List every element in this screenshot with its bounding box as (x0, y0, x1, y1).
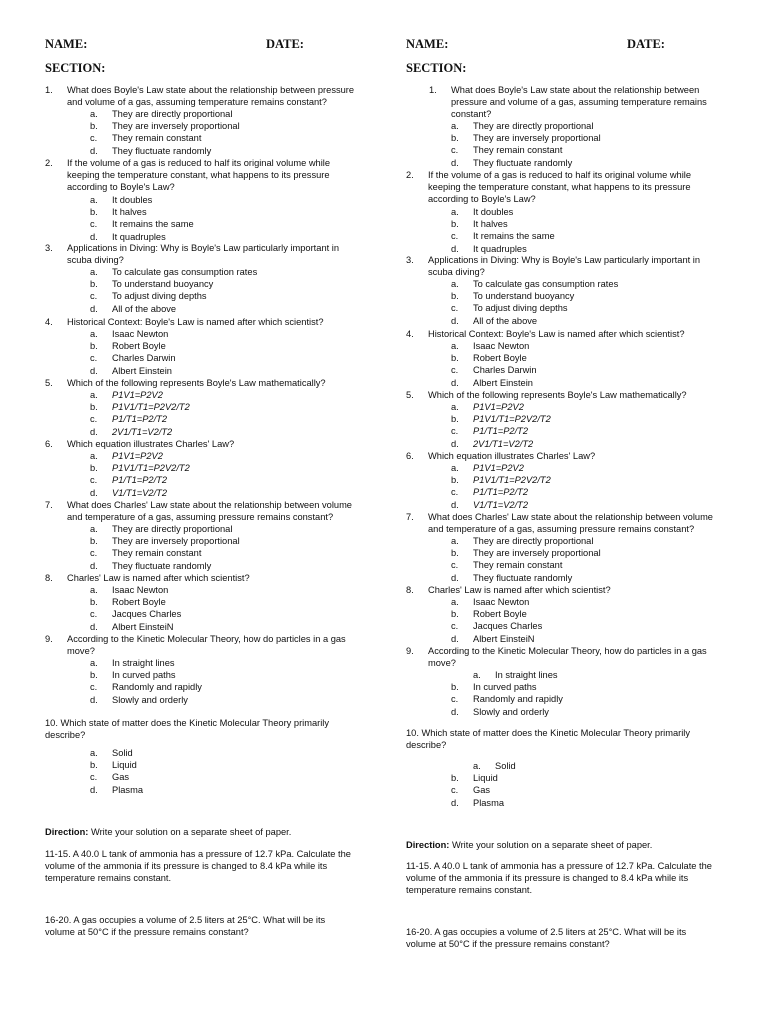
question-9 (406, 645, 726, 669)
question-number: 1. (45, 85, 53, 95)
direction-label: Direction: (45, 827, 89, 837)
option-text: Jacques Charles (112, 609, 182, 620)
option-text: Robert Boyle (112, 341, 166, 352)
option-text: Isaac Newton (473, 597, 530, 607)
question-7 (45, 499, 365, 523)
option-text: Albert Einstein (112, 365, 172, 376)
option-text: Isaac Newton (112, 329, 169, 339)
option-text: P1/T1=P2/T2 (473, 426, 529, 437)
option-letter: b. (451, 133, 459, 144)
option-letter: c. (90, 219, 98, 230)
option-text: They are inversely proportional (112, 121, 240, 132)
question-10: 10. Which state of matter does the Kinetic Molecular Theory primarily describe? (45, 718, 330, 741)
option-letter: b. (451, 353, 459, 364)
question-5 (45, 377, 365, 389)
option-letter: c. (451, 694, 459, 705)
option-text: Gas (112, 772, 130, 783)
option-text: Charles Darwin (112, 353, 176, 364)
question-number: 3. (45, 243, 53, 253)
option-letter: d. (451, 438, 459, 449)
question-text: Historical Context: Boyle's Law is named after which scientist? (67, 317, 324, 327)
option-text: To calculate gas consumption rates (112, 267, 258, 277)
option-letter: a. (90, 109, 98, 119)
option-text: Isaac Newton (473, 341, 530, 351)
option-letter: a. (90, 585, 98, 595)
option-text: It remains the same (473, 231, 555, 242)
option-text: It quadruples (112, 231, 166, 242)
option-text: Robert Boyle (473, 353, 527, 364)
option-letter: a. (451, 597, 459, 607)
option-text: They remain constant (473, 145, 563, 156)
option-text: Randomly and rapidly (112, 682, 202, 693)
option-text: Liquid (473, 773, 498, 784)
option-text: They are directly proportional (473, 536, 594, 546)
option-letter: c. (451, 145, 459, 156)
question-number: 9. (406, 646, 414, 656)
question-text: Which equation illustrates Charles' Law? (428, 451, 596, 461)
option-text: It doubles (473, 207, 514, 217)
option-letter: d. (451, 706, 459, 717)
option-letter: d. (451, 797, 459, 808)
question-text: Charles' Law is named after which scientist? (428, 585, 611, 595)
option-text: They fluctuate randomly (112, 560, 212, 571)
option-letter: b. (451, 219, 459, 230)
option-letter: d. (90, 621, 98, 632)
option-letter: a. (90, 329, 98, 339)
question-number: 2. (45, 158, 53, 168)
option-text: All of the above (112, 303, 177, 314)
question-5 (406, 389, 726, 401)
option-text: It halves (473, 219, 508, 230)
option-text: They fluctuate randomly (473, 157, 573, 168)
question-3 (406, 254, 726, 278)
question-7 (406, 511, 726, 535)
problem-11-15: 11-15. A 40.0 L tank of ammonia has a pressure of 12.7 kPa. Calculate the volume of the ammonia if its pressure is changed to 8.4 kPa while its temperature remains constant. (45, 849, 351, 884)
question-number: 8. (406, 585, 414, 595)
option-text: They are inversely proportional (112, 536, 240, 547)
question-2 (45, 157, 365, 194)
option-text: They remain constant (112, 548, 202, 559)
section-label: SECTION: (45, 61, 106, 75)
question-text: If the volume of a gas is reduced to half its original volume while keeping the temperature constant, what happens to its pressure according to Boyle's Law? (67, 158, 331, 193)
question-number: 5. (45, 378, 53, 388)
option-letter: a. (90, 451, 98, 461)
question-text: Which equation illustrates Charles' Law? (67, 439, 235, 449)
option-text: They are inversely proportional (473, 548, 601, 559)
option-text: Isaac Newton (112, 585, 169, 595)
name-label: NAME: (45, 37, 88, 51)
question-4 (45, 316, 365, 328)
option-text: P1V1/T1=P2V2/T2 (112, 402, 190, 413)
question-text: What does Charles' Law state about the relationship between volume and temperature of a gas, assuming pressure remains constant? (428, 512, 713, 535)
option-letter: d. (451, 572, 459, 583)
option-letter: b. (90, 402, 98, 413)
option-text: They are directly proportional (112, 109, 233, 119)
question-number: 5. (406, 390, 414, 400)
option-text: Albert EinsteiN (473, 633, 535, 644)
option-letter: a. (451, 341, 459, 351)
option-letter: b. (90, 207, 98, 218)
option-letter: c. (90, 548, 98, 559)
option-letter: d. (90, 365, 98, 376)
option-letter: d. (90, 231, 98, 242)
option-letter: d. (451, 157, 459, 168)
question-text: Which of the following represents Boyle's Law mathematically? (428, 390, 687, 400)
question-1 (45, 84, 365, 108)
option-text: Plasma (473, 797, 505, 808)
question-6 (406, 450, 726, 462)
option-letter: b. (90, 760, 98, 771)
option-text: To calculate gas consumption rates (473, 279, 619, 289)
option-text: In curved paths (473, 682, 537, 693)
option-text: It remains the same (112, 219, 194, 230)
option-letter: a. (451, 463, 459, 473)
option-text: In curved paths (112, 670, 176, 681)
option-text: Charles Darwin (473, 365, 537, 376)
option-letter: c. (90, 133, 98, 144)
option-letter: d. (90, 694, 98, 705)
question-3 (45, 242, 365, 266)
question-text: Which of the following represents Boyle's Law mathematically? (67, 378, 326, 388)
question-number: 6. (406, 451, 414, 461)
question-number: 4. (406, 329, 414, 339)
date-label: DATE: (266, 37, 304, 51)
option-letter: b. (451, 414, 459, 425)
option-text: It doubles (112, 195, 153, 205)
option-letter: c. (90, 414, 98, 425)
option-text: P1/T1=P2/T2 (112, 414, 168, 425)
option-text: Randomly and rapidly (473, 694, 563, 705)
option-letter: a. (90, 748, 98, 758)
question-text: What does Boyle's Law state about the relationship between pressure and volume of a gas, assuming temperature remains constant? (67, 85, 355, 108)
option-text: To understand buoyancy (473, 291, 575, 302)
option-text: Plasma (112, 784, 144, 795)
option-letter: a. (451, 402, 459, 412)
option-letter: a. (90, 267, 98, 277)
option-letter: d. (451, 243, 459, 254)
option-letter: a. (451, 279, 459, 289)
direction-text: Write your solution on a separate sheet of paper. (88, 827, 292, 837)
option-text: They are directly proportional (473, 121, 594, 131)
question-text: Historical Context: Boyle's Law is named after which scientist? (428, 329, 685, 339)
option-letter: a. (90, 524, 98, 534)
question-text: Applications in Diving: Why is Boyle's Law particularly important in scuba diving? (67, 243, 340, 266)
option-letter: c. (451, 785, 459, 796)
option-text: It quadruples (473, 243, 527, 254)
question-number: 7. (45, 500, 53, 510)
option-letter: b. (451, 609, 459, 620)
option-text: In straight lines (495, 670, 558, 680)
question-number: 1. (429, 85, 437, 95)
option-letter: a. (473, 761, 481, 771)
option-letter: b. (90, 536, 98, 547)
option-letter: b. (90, 463, 98, 474)
question-2 (406, 169, 726, 206)
option-letter: b. (90, 341, 98, 352)
option-letter: c. (451, 303, 459, 314)
option-text: They fluctuate randomly (473, 572, 573, 583)
option-text: Slowly and orderly (112, 694, 188, 705)
option-letter: d. (90, 487, 98, 498)
question-8 (406, 584, 726, 596)
option-letter: c. (451, 426, 459, 437)
question-number: 8. (45, 573, 53, 583)
question-4 (406, 328, 726, 340)
option-text: Gas (473, 785, 491, 796)
option-text: 2V1/T1=V2/T2 (112, 426, 173, 437)
direction (406, 839, 718, 851)
option-letter: b. (451, 773, 459, 784)
option-letter: b. (451, 291, 459, 302)
option-letter: b. (451, 475, 459, 486)
option-letter: b. (90, 597, 98, 608)
option-letter: d. (90, 784, 98, 795)
direction (45, 826, 357, 838)
option-text: P1V1/T1=P2V2/T2 (473, 475, 551, 486)
name-label: NAME: (406, 37, 449, 51)
option-text: They are directly proportional (112, 524, 233, 534)
question-6 (45, 438, 365, 450)
option-letter: b. (451, 548, 459, 559)
question-number: 7. (406, 512, 414, 522)
direction-text: Write your solution on a separate sheet of paper. (449, 840, 653, 850)
option-text: P1V1/T1=P2V2/T2 (473, 414, 551, 425)
option-letter: d. (451, 499, 459, 510)
problem-16-20: 16-20. A gas occupies a volume of 2.5 liters at 25°C. What will be its volume at 50°C if the pressure remains constant? (406, 927, 687, 950)
option-letter: c. (90, 353, 98, 364)
option-text: They remain constant (473, 560, 563, 571)
question-text: Applications in Diving: Why is Boyle's Law particularly important in scuba diving? (428, 255, 701, 278)
option-text: To adjust diving depths (112, 291, 207, 302)
option-text: P1/T1=P2/T2 (473, 487, 529, 498)
option-text: All of the above (473, 315, 538, 326)
option-text: Robert Boyle (473, 609, 527, 620)
question-text: What does Charles' Law state about the relationship between volume and temperature of a gas, assuming pressure remains constant? (67, 500, 352, 523)
option-text: Slowly and orderly (473, 706, 549, 717)
option-text: 2V1/T1=V2/T2 (473, 438, 534, 449)
option-text: P1V1=P2V2 (473, 463, 524, 473)
option-letter: c. (451, 231, 459, 242)
option-text: Solid (112, 748, 133, 758)
option-text: P1V1=P2V2 (473, 402, 524, 412)
option-letter: d. (451, 315, 459, 326)
option-text: They fluctuate randomly (112, 145, 212, 156)
option-text: In straight lines (112, 658, 175, 668)
option-letter: c. (90, 772, 98, 783)
option-letter: d. (90, 145, 98, 156)
option-letter: c. (451, 487, 459, 498)
option-text: Albert EinsteiN (112, 621, 174, 632)
option-text: Jacques Charles (473, 621, 543, 632)
date-label: DATE: (627, 37, 665, 51)
option-letter: c. (451, 560, 459, 571)
option-letter: c. (90, 291, 98, 302)
option-text: To understand buoyancy (112, 279, 214, 290)
option-text: To adjust diving depths (473, 303, 568, 314)
option-letter: c. (90, 475, 98, 486)
question-number: 4. (45, 317, 53, 327)
problem-16-20: 16-20. A gas occupies a volume of 2.5 liters at 25°C. What will be its volume at 50°C if the pressure remains constant? (45, 915, 326, 938)
option-letter: b. (90, 670, 98, 681)
question-text: What does Boyle's Law state about the relationship between pressure and volume of a gas, assuming temperature remains constant? (451, 85, 707, 120)
option-letter: b. (90, 279, 98, 290)
option-letter: d. (451, 633, 459, 644)
option-text: Albert Einstein (473, 377, 533, 388)
question-1 (429, 84, 729, 121)
question-text: According to the Kinetic Molecular Theory, how do particles in a gas move? (67, 634, 346, 657)
option-letter: a. (451, 121, 459, 131)
option-letter: c. (451, 365, 459, 376)
problem-11-15: 11-15. A 40.0 L tank of ammonia has a pressure of 12.7 kPa. Calculate the volume of the ammonia if its pressure is changed to 8.4 kPa while its temperature remains constant. (406, 861, 712, 896)
direction-label: Direction: (406, 840, 450, 850)
option-letter: c. (90, 609, 98, 620)
option-letter: a. (473, 670, 481, 680)
question-number: 6. (45, 439, 53, 449)
option-letter: d. (90, 303, 98, 314)
option-letter: c. (451, 621, 459, 632)
option-letter: b. (451, 682, 459, 693)
option-letter: a. (451, 207, 459, 217)
question-8 (45, 572, 365, 584)
option-text: They remain constant (112, 133, 202, 144)
question-number: 2. (406, 170, 414, 180)
option-letter: d. (90, 560, 98, 571)
option-text: They are inversely proportional (473, 133, 601, 144)
section-label: SECTION: (406, 61, 467, 75)
question-text: If the volume of a gas is reduced to half its original volume while keeping the temperature constant, what happens to its pressure according to Boyle's Law? (428, 170, 692, 205)
option-letter: d. (451, 377, 459, 388)
option-text: P1/T1=P2/T2 (112, 475, 168, 486)
option-text: P1V1=P2V2 (112, 451, 163, 461)
option-text: Robert Boyle (112, 597, 166, 608)
question-number: 9. (45, 634, 53, 644)
option-letter: c. (90, 682, 98, 693)
option-text: V1/T1=V2/T2 (473, 499, 529, 510)
option-letter: d. (90, 426, 98, 437)
option-letter: a. (90, 390, 98, 400)
question-text: Charles' Law is named after which scientist? (67, 573, 250, 583)
option-text: P1V1=P2V2 (112, 390, 163, 400)
question-number: 3. (406, 255, 414, 265)
option-text: Solid (495, 761, 516, 771)
question-10: 10. Which state of matter does the Kinetic Molecular Theory primarily describe? (406, 728, 691, 751)
option-text: It halves (112, 207, 147, 218)
question-9 (45, 633, 365, 657)
option-letter: a. (90, 658, 98, 668)
option-text: Liquid (112, 760, 137, 771)
option-letter: a. (90, 195, 98, 205)
question-text: According to the Kinetic Molecular Theory, how do particles in a gas move? (428, 646, 707, 669)
option-text: V1/T1=V2/T2 (112, 487, 168, 498)
option-letter: b. (90, 121, 98, 132)
option-text: P1V1/T1=P2V2/T2 (112, 463, 190, 474)
option-letter: a. (451, 536, 459, 546)
